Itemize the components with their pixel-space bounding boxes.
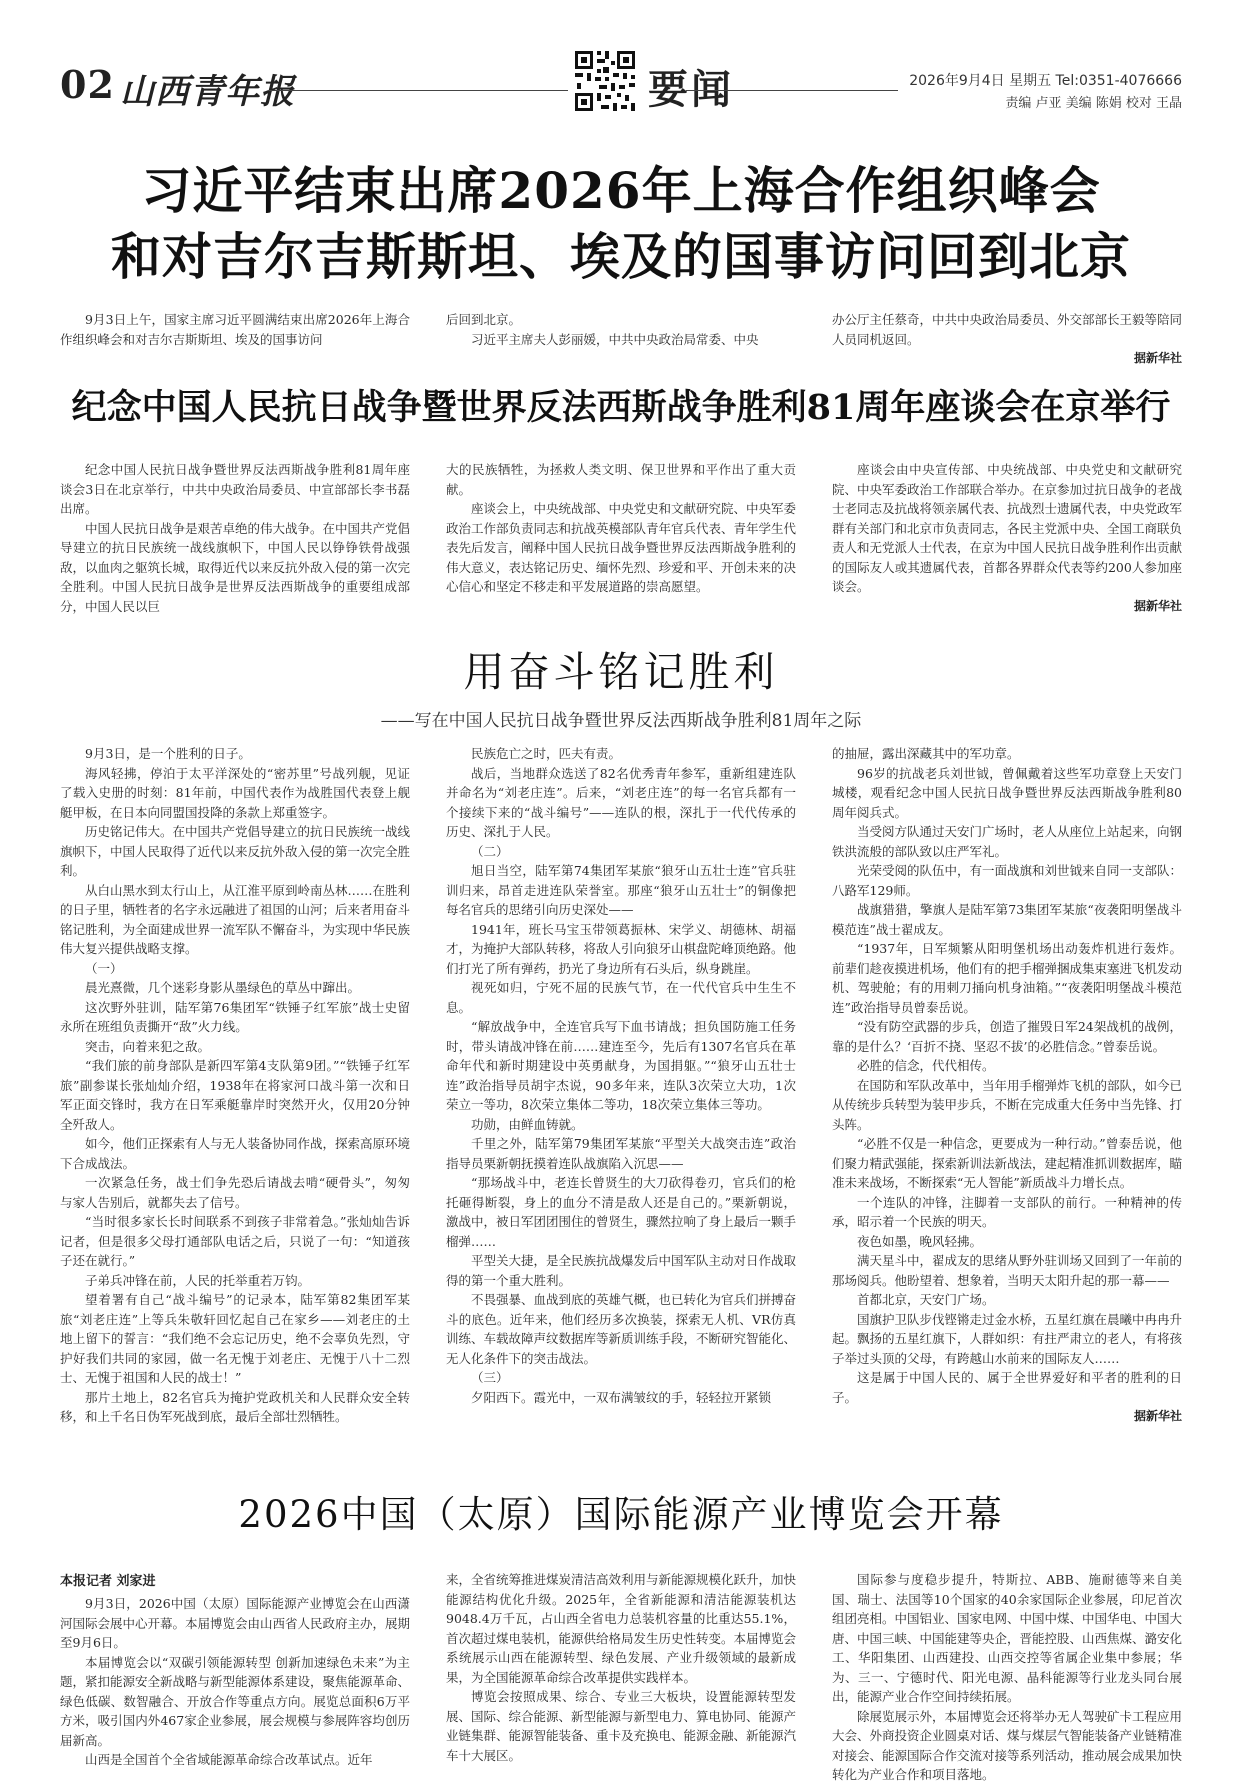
paragraph: 民族危亡之时，匹夫有责。 (471, 746, 622, 761)
paragraph: 9月3日，是一个胜利的日子。 (85, 746, 251, 761)
paragraph: “那场战斗中，老连长曾贤生的大刀砍得卷刃，官兵们的枪托砸得断裂，身上的血分不清是敌人还是自己的。”栗新朝说，激战中，被日军团团围住的曾贤生，骤然拉响了身上最后一颗手榴弹…… (446, 1175, 797, 1249)
paragraph: 战旗猎猎，擎旗人是陆军第73集团军某旅“夜袭阳明堡战斗模范连”战士翟成友。 (832, 902, 1182, 937)
article1-headline-line2: 和对吉尔吉斯斯坦、埃及的国事访问回到北京 (111, 227, 1131, 286)
paragraph: 视死如归，宁死不屈的民族气节，在一代代官兵中生生不息。 (446, 980, 796, 1015)
article2-source: 据新华社 (1133, 598, 1182, 613)
paragraph: 平型关大捷，是全民族抗战爆发后中国军队主动对日作战取得的第一个重大胜利。 (446, 1253, 797, 1288)
article4-column-2 (446, 1570, 796, 1765)
editor-credits: 责编 卢亚 美编 陈娟 校对 王晶 (1005, 96, 1182, 111)
article1-column-3 (832, 310, 1182, 369)
paragraph: 光荣受阅的队伍中，有一面战旗和刘世钺来自同一支部队：八路军129师。 (832, 863, 1183, 898)
paragraph: “没有防空武器的步兵，创造了摧毁日军24架战机的战例，靠的是什么？‘百折不挠、坚忍不拔’的必胜信念。”曾泰岳说。 (832, 1019, 1182, 1054)
paragraph: 习近平主席夫人彭丽媛，中共中央政治局常委、中央 (471, 331, 759, 347)
paragraph: 中国人民抗日战争是艰苦卓绝的伟大战争。在中国共产党倡导建立的抗日民族统一战线旗帜下，中国人民以铮铮铁骨战强敌，以血肉之躯筑长城，取得近代以来反抗外敌入侵的第一次完全胜利。中国人民抗日战争是世界反法西斯战争的重要组成部分，中国人民以巨 (60, 520, 411, 614)
article4-headline: 2026中国（太原）国际能源产业博览会开幕 (238, 1493, 1004, 1536)
paragraph: “解放战争中，全连官兵写下血书请战；担负国防施工任务时，带头请战冲锋在前……建连至今，先后有1307名官兵在革命年代和新时期建设中英勇献身，为国捐躯。”“狼牙山五壮士连”政治指导员胡宇杰说，90多年来，连队3次荣立大功，1次荣立一等功，8次荣立集体二等功，18次荣立集体三等功。 (446, 1019, 796, 1112)
paragraph: 山西是全国首个全省域能源革命综合改革试点。近年 (85, 1752, 373, 1767)
paragraph: 满天星斗中，翟成友的思绪从野外驻训场又回到了一年前的那场阅兵。他盼望着、想象着，当明天太阳升起的那一幕—— (832, 1253, 1183, 1288)
section-marker: （一） (85, 960, 123, 976)
paragraph: 战后，当地群众选送了82名优秀青年参军，重新组建连队并命名为“刘老庄连”。后来，“刘老庄连”的每一名官兵都有一个接续下来的“战斗编号”——连队的根，深扎于一代代传承的历史、深扎于人民。 (446, 765, 796, 839)
paragraph: 必胜的信念，代代相传。 (857, 1058, 995, 1073)
paragraph: 旭日当空，陆军第74集团军某旅“狼牙山五壮士连”官兵驻训归来，昂首走进连队荣誉室。那座“狼牙山五壮士”的铜像把每名官兵的思绪引向历史深处—— (446, 863, 796, 917)
section-marker: （三） (471, 1370, 509, 1385)
paragraph: “1937年，日军频繁从阳明堡机场出动轰炸机进行轰炸。前辈们趁夜摸进机场，他们有的把手榴弹捆成集束塞进飞机发动机、驾驶舱；有的用刺刀捅向机身油箱。”“夜袭阳明堡战斗模范连”政治指导员曾泰岳说。 (832, 941, 1183, 1015)
article1-headline (0, 158, 1242, 290)
masthead (60, 40, 1182, 130)
paragraph: 夜色如墨，晚风轻拂。 (857, 1233, 983, 1249)
paragraph: 座谈会上，中央统战部、中央党史和文献研究院、中央军委政治工作部负责同志和抗战英模部队青年官兵代表、青年学生代表先后发言，阐释中国人民抗日战争暨世界反法西斯战争胜利的伟大意义，表达铭记历史、缅怀先烈、珍爱和平、开创未来的决心信心和坚定不移走和平发展道路的崇高愿望。 (446, 501, 797, 594)
masthead-rule-right (686, 90, 898, 91)
article3-column-2 (446, 744, 796, 1407)
paragraph: 在国防和军队改革中，当年用手榴弹炸飞机的部队，如今已从传统步兵转型为装甲步兵，不断在完成重大任务中当先锋、打头阵。 (832, 1077, 1183, 1132)
article2-column-3 (832, 460, 1182, 616)
paragraph: 纪念中国人民抗日战争暨世界反法西斯战争胜利81周年座谈会3日在北京举行，中共中央政治局委员、中宣部部长李书磊出席。 (60, 462, 410, 516)
paragraph: 夕阳西下。霞光中，一双布满皱纹的手，轻轻拉开紧锁 (471, 1389, 772, 1405)
paragraph: 96岁的抗战老兵刘世钺，曾佩戴着这些军功章登上天安门城楼，观看纪念中国人民抗日战争暨世界反法西斯战争胜利80周年阅兵式。 (832, 765, 1182, 820)
paragraph: 如今，他们正探索有人与无人装备协同作战，探索高原环境下合成战法。 (60, 1136, 411, 1171)
paragraph: 国旗护卫队步伐铿锵走过金水桥，五星红旗在晨曦中冉冉升起。飘扬的五星红旗下，人群如织：有拄严肃立的老人，有将孩子举过头顶的父母，有跨越山水前来的国际友人…… (832, 1311, 1183, 1366)
article3-headline: 用奋斗铭记胜利 (463, 648, 779, 696)
paragraph: “当时很多家长长时间联系不到孩子非常着急。”张灿灿告诉记者，但是很多父母打通部队电话之后，只说了一句：“知道孩子还在就行。” (60, 1214, 410, 1268)
article1-headline-line1: 习近平结束出席2026年上海合作组织峰会 (141, 161, 1101, 220)
paragraph: “必胜不仅是一种信念，更要成为一种行动。”曾泰岳说，他们聚力精武强能，探索新训法新战法，建起精准抓训数据库，瞄准未来战场，不断探索“无人智能”新质战斗力增长点。 (832, 1136, 1183, 1190)
paragraph: 当受阅方队通过天安门广场时，老人从座位上站起来，向钢铁洪流般的部队致以庄严军礼。 (832, 824, 1183, 859)
paragraph: 后回到北京。 (446, 312, 522, 327)
paragraph: 一次紧急任务，战士们争先恐后请战去啃“硬骨头”，匆匆与家人告别后，就都失去了信号。 (60, 1175, 410, 1210)
article4-column-1 (60, 1594, 410, 1770)
paragraph: 大的民族牺牲，为拯救人类文明、保卫世界和平作出了重大贡献。 (446, 462, 796, 497)
masthead-rule-left (268, 90, 568, 91)
page-number: 02 (60, 62, 115, 107)
paragraph: 9月3日上午，国家主席习近平圆满结束出席2026年上海合作组织峰会和对吉尔吉斯斯坦、埃及的国事访问 (60, 312, 410, 347)
paragraph: 1941年，班长马宝玉带领葛振林、宋学义、胡德林、胡福才，为掩护大部队转移，将敌人引向狼牙山棋盘陀峰顶绝路。他们打光了所有弹药，扔光了身边所有石头后，纵身跳崖。 (446, 921, 797, 976)
article1-column-1 (60, 310, 410, 349)
article2-column-2 (446, 460, 796, 597)
section-marker: （二） (471, 843, 509, 859)
newspaper-logo: 山西青年报 (120, 72, 295, 112)
paragraph: 本届博览会以“双碳引领能源转型 创新加速绿色未来”为主题，紧扣能源安全新战略与新型能源体系建设，聚焦能源革命、绿色低碳、数智融合、开放合作等重点方向。展览总面积6万平方米，吸引国内外467家企业参展，展会规模与参展阵容均创历届新高。 (60, 1654, 411, 1748)
paragraph: 海风轻拂，停泊于太平洋深处的“密苏里”号战列舰，见证了载入史册的时刻：81年前，中国代表作为战胜国代表登上舰艇甲板，在日本向同盟国投降的条款上郑重签字。 (60, 765, 410, 820)
paragraph: 历史铭记伟大。在中国共产党倡导建立的抗日民族统一战线旗帜下，中国人民取得了近代以来反抗外敌入侵的第一次完全胜利。 (60, 824, 411, 878)
paragraph: 国际参与度稳步提升，特斯拉、ABB、施耐德等来自美国、瑞士、法国等10个国家的40余家国际企业参展，印尼首次组团亮相。中国铝业、国家电网、中国中煤、中国华电、中国大唐、中国三峡、中国能建等央企，晋能控股、山西焦煤、潞安化工、华阳集团、山西建投、山西交控等省属企业集中参展；华为、三一、宁德时代、阳光电源、晶科能源等行业龙头同台展出，能源产业合作空间持续拓展。 (832, 1572, 1183, 1704)
article3-column-1 (60, 744, 410, 1427)
paragraph: 功勋，由鲜血铸就。 (471, 1116, 584, 1132)
qr-code-icon[interactable] (572, 48, 638, 114)
paragraph: 办公厅主任蔡奇，中共中央政治局委员、外交部部长王毅等陪同人员同机返回。 (832, 312, 1183, 347)
paragraph: 突击，向着来犯之敌。 (85, 1038, 211, 1054)
article4-column-3 (832, 1570, 1182, 1785)
section-name: 要闻 (648, 67, 734, 113)
paragraph: 来，全省统筹推进煤炭清洁高效利用与新能源规模化跃升，加快能源结构优化升级。2025年，全省新能源和清洁能源装机达9048.4万千瓦，占山西全省电力总装机容量的比重达55.1%，首次超过煤电装机，能源供给格局发生历史性转变。本届博览会系统展示山西在能源转型、绿色发展、产业升级领域的最新成果，为全国能源革命综合改革提供实践样本。 (446, 1572, 797, 1685)
paragraph: 晨光熹微，几个迷彩身影从墨绿色的草丛中蹿出。 (85, 980, 361, 995)
paragraph: 那片土地上，82名官兵为掩护党政机关和人民群众安全转移，和上千名日伪军死战到底，最后全部壮烈牺牲。 (60, 1389, 410, 1424)
article1-column-2 (446, 310, 796, 349)
paragraph: 9月3日，2026中国（太原）国际能源产业博览会在山西潇河国际会展中心开幕。本届博览会由山西省人民政府主办，展期至9月6日。 (60, 1596, 411, 1650)
paragraph: “我们旅的前身部队是新四军第4支队第9团。”“铁锤子红军旅”副参谋长张灿灿介绍，1938年在将家河口战斗第一次和日军正面交锋时，我方在日军乘艇靠岸时突然开火，仅用20分钟全歼敌人。 (60, 1058, 410, 1132)
article1-source: 据新华社 (1133, 351, 1182, 365)
paragraph: 博览会按照成果、综合、专业三大板块，设置能源转型发展、国际、综合能源、新型能源与新型电力、算电协同、能源产业链集群、能源智能装备、重卡及充换电、能源金融、新能源汽车十大展区。 (446, 1689, 797, 1763)
paragraph: 望着署有自己“战斗编号”的记录本，陆军第82集团军某旅“刘老庄连”上等兵朱敬轩回忆起自己在家乡——刘老庄的土地上留下的誓言：“我们绝不会忘记历史，绝不会辜负先烈，守护好我们共同的家园，做一名无愧于刘老庄、无愧于八十二烈士、无愧于祖国和人民的战士！” (60, 1292, 410, 1385)
article3-source: 据新华社 (1133, 1409, 1182, 1423)
paragraph: 除展览展示外，本届博览会还将举办无人驾驶矿卡工程应用大会、外商投资企业圆桌对话、煤与煤层气智能装备产业链精准对接会、能源国际合作交流对接等系列活动，推动展会成果加快转化为产业合作和项目落地。 (832, 1708, 1183, 1782)
paragraph: 首都北京，天安门广场。 (857, 1292, 995, 1307)
paragraph: 子弟兵冲锋在前，人民的托举重若万钧。 (85, 1272, 311, 1288)
paragraph: 千里之外，陆军第79集团军某旅“平型关大战突击连”政治指导员栗新朝抚摸着连队战旗陷入沉思—— (446, 1136, 796, 1171)
article4-byline: 本报记者 刘家进 (60, 1574, 156, 1589)
article3-column-3 (832, 744, 1182, 1427)
paragraph: 这次野外驻训，陆军第76集团军“铁锤子红军旅”战士史留永所在班组负责撕开“敌”火力线。 (60, 999, 410, 1034)
paragraph: 不畏强暴、血战到底的英雄气概，也已转化为官兵们拼搏奋斗的底色。近年来，他们经历多次换装，探索无人机、VR仿真训练、车载故障声纹数据库等新质训练手段，不断研究智能化、无人化条件下的突击战法。 (446, 1292, 797, 1366)
paragraph: 这是属于中国人民的、属于全世界爱好和平者的胜利的日子。 (832, 1370, 1182, 1405)
dateline: 2026年9月4日 星期五 Tel:0351-4076666 (909, 73, 1182, 89)
paragraph: 一个连队的冲锋，注脚着一支部队的前行。一种精神的传承，昭示着一个民族的明天。 (832, 1194, 1182, 1229)
paragraph: 的抽屉，露出深藏其中的军功章。 (832, 746, 1020, 761)
paragraph: 从白山黑水到太行山上，从江淮平原到岭南丛林……在胜利的日子里，牺牲者的名字永远融进了祖国的山河；后来者用奋斗铭记胜利，为全面建成世界一流军队不懈奋斗，为实现中华民族伟大复兴提供战略支撑。 (60, 882, 411, 956)
article3-subtitle: ——写在中国人民抗日战争暨世界反法西斯战争胜利81周年之际 (380, 711, 862, 731)
article2-headline: 纪念中国人民抗日战争暨世界反法西斯战争胜利81周年座谈会在京举行 (71, 387, 1171, 428)
article2-column-1 (60, 460, 410, 616)
paragraph: 座谈会由中央宣传部、中央统战部、中央党史和文献研究院、中央军委政治工作部联合举办。在京参加过抗日战争的老战士老同志及抗战将领亲属代表、抗战烈士遗属代表，中央党政军群有关部门和北京市负责同志，各民主党派中央、全国工商联负责人和无党派人士代表，在京为中国人民抗日战争胜利作出贡献的国际友人或其遗属代表，首都各界群众代表等约200人参加座谈会。 (832, 462, 1183, 594)
